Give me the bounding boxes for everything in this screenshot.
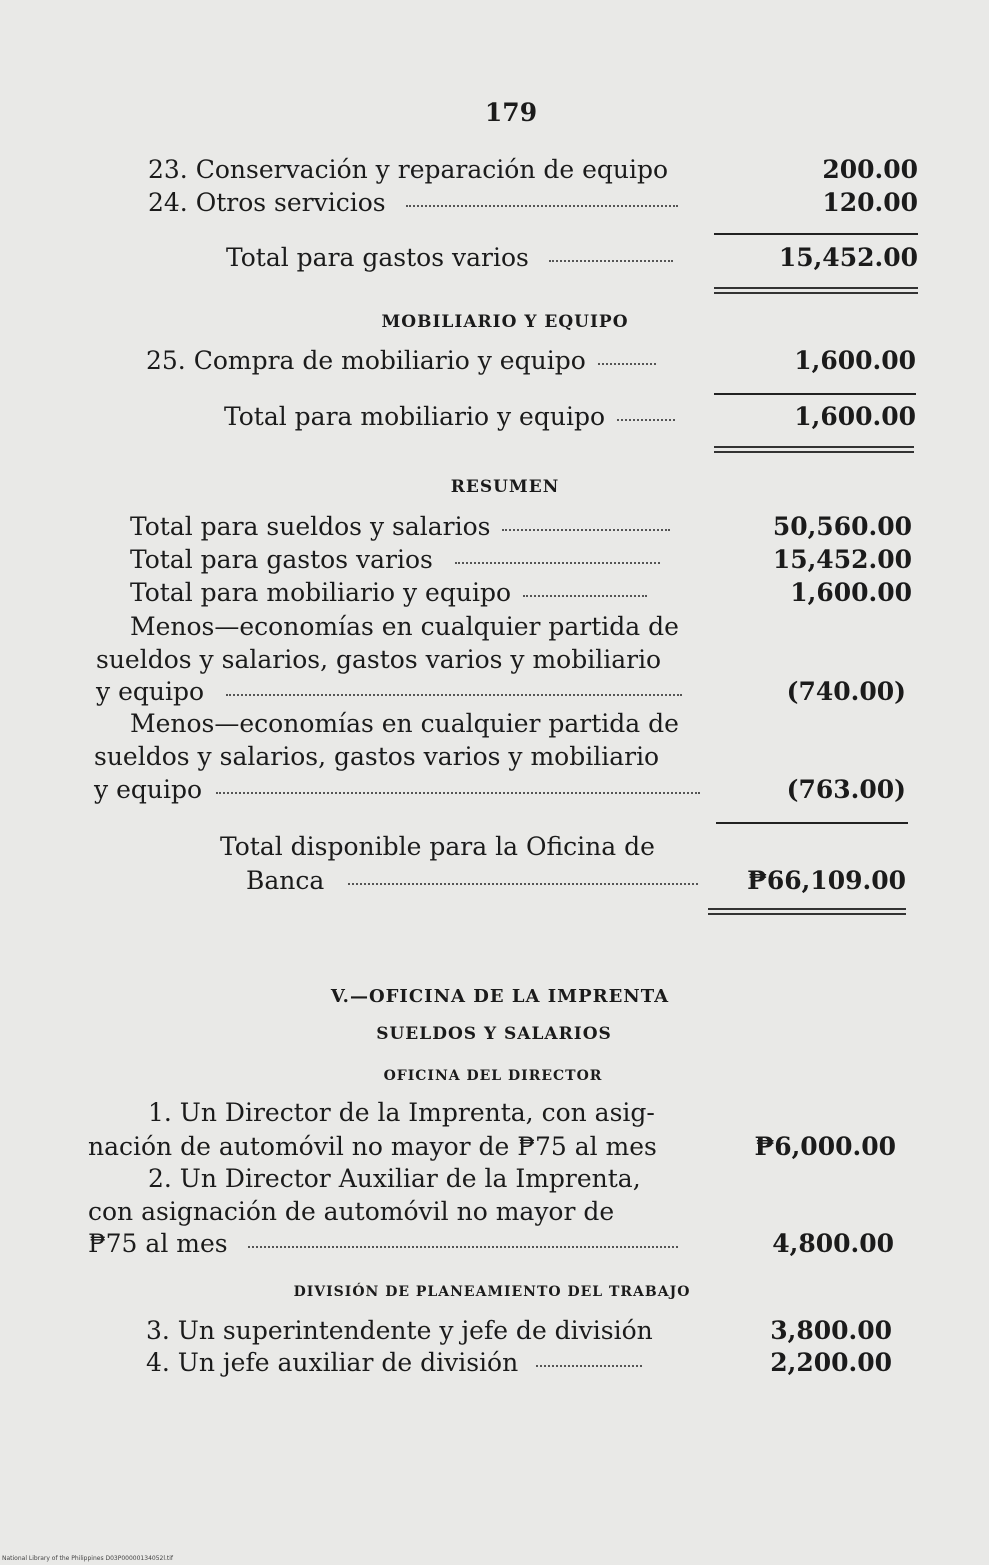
imprenta-item-1-amount: ₱6,000.00 xyxy=(754,1132,896,1161)
page-number: 179 xyxy=(484,98,538,127)
sum-rule xyxy=(714,233,918,235)
item-24-amount: 120.00 xyxy=(822,188,918,217)
leader-dots xyxy=(455,562,660,564)
leader-dots xyxy=(406,205,678,207)
leader-dots xyxy=(523,595,647,597)
leader-dots xyxy=(226,694,682,696)
imprenta-item-2-line-3-row xyxy=(88,1227,678,1261)
item-23-amount: 200.00 xyxy=(822,155,918,184)
leader-dots xyxy=(549,260,673,262)
menos-2-line-2: sueldos y salarios, gastos varios y mobiliario xyxy=(94,742,660,771)
resumen-mobiliario-amount: 1,600.00 xyxy=(790,578,912,607)
leader-dots xyxy=(617,419,675,421)
imprenta-item-2-line-2: con asignación de automóvil no mayor de xyxy=(88,1197,615,1226)
imprenta-item-4-label: 4. Un jefe auxiliar de división xyxy=(146,1348,519,1377)
leader-dots xyxy=(348,883,698,885)
mobiliario-heading: MOBILIARIO Y EQUIPO xyxy=(381,312,629,332)
resumen-heading: RESUMEN xyxy=(450,477,560,497)
imprenta-item-1-line-1: 1. Un Director de la Imprenta, con asig- xyxy=(148,1098,655,1127)
leader-dots xyxy=(502,529,670,531)
resumen-gastos-label: Total para gastos varios xyxy=(130,545,433,574)
imprenta-item-3-amount: 3,800.00 xyxy=(770,1316,892,1345)
menos-2-line-3: y equipo xyxy=(94,775,203,804)
imprenta-item-2-line-1: 2. Un Director Auxiliar de la Imprenta, xyxy=(148,1164,641,1193)
leader-dots xyxy=(536,1365,642,1367)
menos-1-line-3-row xyxy=(96,675,682,709)
imprenta-item-4-row xyxy=(146,1346,642,1380)
imprenta-item-1-line-2: nación de automóvil no mayor de ₱75 al mes xyxy=(88,1132,657,1161)
total-mobiliario-amount: 1,600.00 xyxy=(794,402,916,431)
resumen-sueldos-amount: 50,560.00 xyxy=(772,512,912,541)
total-double-rule xyxy=(714,446,914,453)
leader-dots xyxy=(216,792,700,794)
sueldos-heading: SUELDOS Y SALARIOS xyxy=(376,1024,612,1044)
resumen-gastos-row xyxy=(130,543,660,577)
imprenta-item-2-amount: 4,800.00 xyxy=(772,1229,894,1258)
menos-2-line-3-row xyxy=(94,773,700,807)
total-disponible-line-1: Total disponible para la Oficina de xyxy=(220,832,655,861)
leader-dots xyxy=(248,1246,678,1248)
leader-dots xyxy=(598,363,656,365)
item-23-label: 23. Conservación y reparación de equipo xyxy=(148,155,669,184)
menos-1-line-2: sueldos y salarios, gastos varios y mobiliario xyxy=(96,645,662,674)
total-gastos-row xyxy=(226,241,673,275)
total-mobiliario-label: Total para mobiliario y equipo xyxy=(224,402,606,431)
total-disponible-line-2: Banca xyxy=(246,866,325,895)
total-double-rule xyxy=(714,287,918,294)
item-24-row xyxy=(148,186,678,220)
resumen-sueldos-label: Total para sueldos y salarios xyxy=(130,512,491,541)
total-gastos-amount: 15,452.00 xyxy=(778,243,918,272)
menos-1-line-1: Menos—economías en cualquier partida de xyxy=(130,612,679,641)
resumen-mobiliario-label: Total para mobiliario y equipo xyxy=(130,578,512,607)
total-mobiliario-row xyxy=(224,400,675,434)
sum-rule xyxy=(714,393,916,395)
oficina-director-heading: OFICINA DEL DIRECTOR xyxy=(383,1068,603,1084)
imprenta-item-2-line-3: ₱75 al mes xyxy=(88,1229,228,1258)
resumen-mobiliario-row xyxy=(130,576,647,610)
imprenta-item-3-label: 3. Un superintendente y jefe de división xyxy=(146,1316,653,1345)
item-25-label: 25. Compra de mobiliario y equipo xyxy=(146,346,586,375)
sum-rule xyxy=(716,822,908,824)
resumen-gastos-amount: 15,452.00 xyxy=(772,545,912,574)
imprenta-item-4-amount: 2,200.00 xyxy=(770,1348,892,1377)
item-25-amount: 1,600.00 xyxy=(794,346,916,375)
item-25-row xyxy=(146,344,656,378)
menos-1-amount: (740.00) xyxy=(786,677,906,706)
item-24-label: 24. Otros servicios xyxy=(148,188,386,217)
total-gastos-label: Total para gastos varios xyxy=(226,243,529,272)
imprenta-heading: V.—OFICINA DE LA IMPRENTA xyxy=(330,986,670,1007)
menos-1-line-3: y equipo xyxy=(96,677,205,706)
total-disponible-amount: ₱66,109.00 xyxy=(747,866,906,895)
scan-footer: National Library of the Philippines D03P00000134052l.tif xyxy=(2,1555,174,1562)
resumen-sueldos-row xyxy=(130,510,670,544)
menos-2-amount: (763.00) xyxy=(786,775,906,804)
menos-2-line-1: Menos—economías en cualquier partida de xyxy=(130,709,679,738)
total-disponible-line-2-row xyxy=(246,864,698,898)
total-double-rule xyxy=(708,908,906,915)
division-heading: DIVISIÓN DE PLANEAMIENTO DEL TRABAJO xyxy=(293,1284,691,1300)
